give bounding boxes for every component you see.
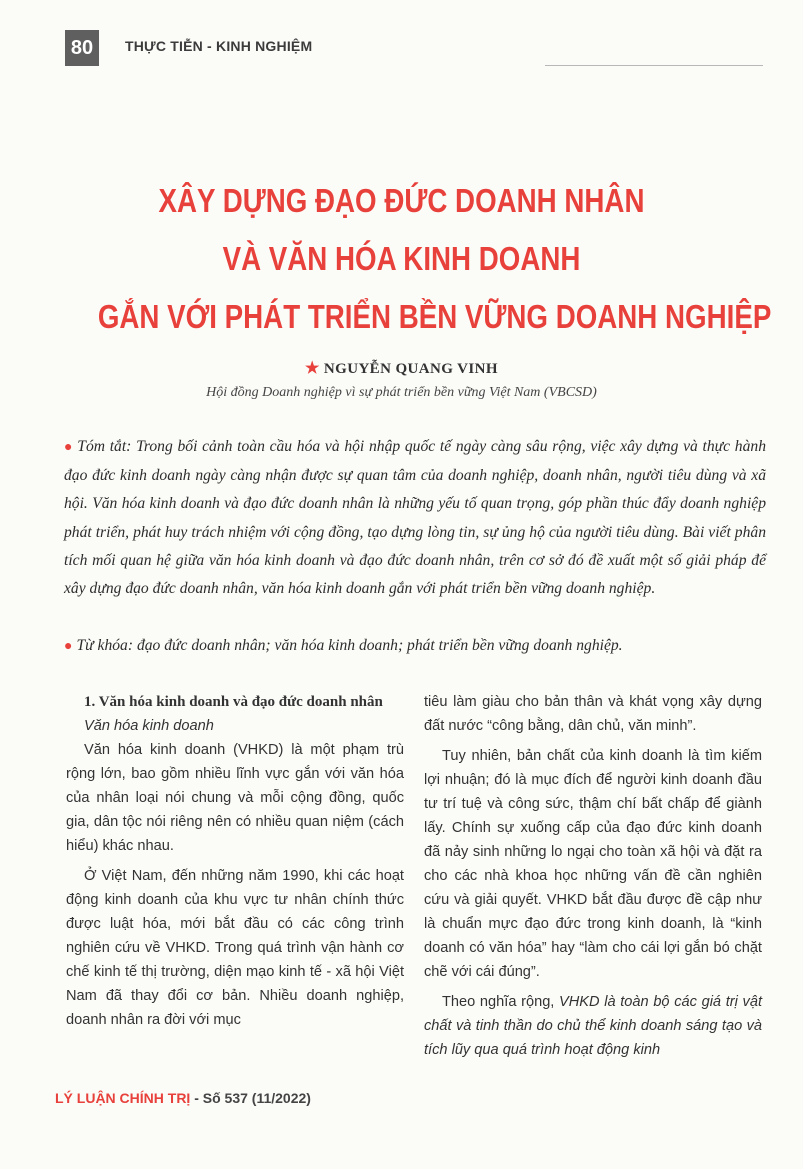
paragraph: Tuy nhiên, bản chất của kinh doanh là tìm kiếm lợi nhuận; đó là mục đích để người kinh doanh đầu tư trí tuệ và công sức, thậm chí bất chấp để giành lấy. Chính sự xuống cấp của đạo đức kinh doanh đã nảy sinh những lo ngại cho toàn xã hội và đặt ra cho các nhà khoa học những vấn đề cần nghiên cứu và giải quyết. VHKD bắt đầu được đề cập như là chuẩn mực đạo đức trong kinh doanh, là “kinh doanh có văn hóa” hay “làm cho cái lợi gắn bó chặt chẽ với cái đúng”. xyxy=(424,748,762,980)
bullet-icon: ● xyxy=(64,639,73,654)
paragraph-text: Theo nghĩa rộng, xyxy=(442,994,560,1010)
article-title xyxy=(97,172,772,346)
definition-text: VHKD là toàn bộ các giá trị vật chất và tinh thần do chủ thể kinh doanh sáng tạo và tích lũy qua quá trình hoạt động kinh xyxy=(424,994,762,1058)
issue-number: - Số 537 (11/2022) xyxy=(190,1090,311,1106)
paragraph: Ở Việt Nam, đến những năm 1990, khi các hoạt động kinh doanh của khu vực tư nhân chính thức được luật hóa, mới bắt đầu có các công trình nghiên cứu về VHKD. Trong quá trình vận hành cơ chế kinh tế thị trường, diện mạo kinh tế - xã hội Việt Nam đã thay đổi cơ bản. Nhiều doanh nghiệp, doanh nhân ra đời với mục xyxy=(66,868,404,1028)
page-number: 80 xyxy=(65,30,99,66)
paragraph: tiêu làm giàu cho bản thân và khát vọng xây dựng đất nước “công bằng, dân chủ, văn minh”. xyxy=(424,694,762,734)
bullet-icon: ● xyxy=(64,440,74,455)
section-heading: 1. Văn hóa kinh doanh và đạo đức doanh nhân xyxy=(84,694,383,710)
author-affiliation: Hội đồng Doanh nghiệp vì sự phát triển bền vững Việt Nam (VBCSD) xyxy=(206,385,597,400)
paragraph: Văn hóa kinh doanh (VHKD) là một phạm trù rộng lớn, bao gồm nhiều lĩnh vực gắn với văn hóa của nhân loại nói chung và mỗi cộng đồng, quốc gia, dân tộc nói riêng nên có nhiều quan niệm (cách hiểu) khác nhau. xyxy=(66,742,404,854)
star-icon: ★ xyxy=(305,360,320,377)
keywords-text: Từ khóa: đạo đức doanh nhân; văn hóa kinh doanh; phát triển bền vững doanh nghiệp. xyxy=(76,637,623,654)
title-line: XÂY DỰNG ĐẠO ĐỨC DOANH NHÂN xyxy=(158,182,645,219)
paragraph xyxy=(424,990,762,1062)
keywords xyxy=(64,633,766,660)
title-line: VÀ VĂN HÓA KINH DOANH xyxy=(222,240,581,277)
abstract xyxy=(64,433,766,603)
subsection-heading: Văn hóa kinh doanh xyxy=(84,718,214,734)
title-line: GẮN VỚI PHÁT TRIỂN BỀN VỮNG DOANH NGHIỆP xyxy=(97,298,772,335)
page-footer xyxy=(55,1090,311,1106)
section-label: THỰC TIỄN - KINH NGHIỆM xyxy=(125,38,313,54)
author-name: NGUYỄN QUANG VINH xyxy=(323,361,498,377)
column-right xyxy=(424,690,762,1062)
header-rule xyxy=(545,65,763,66)
page-header xyxy=(55,30,763,70)
journal-name: LÝ LUẬN CHÍNH TRỊ xyxy=(55,1090,191,1106)
author-line xyxy=(0,358,803,378)
abstract-text: Tóm tắt: Trong bối cảnh toàn cầu hóa và hội nhập quốc tế ngày càng sâu rộng, việc xây dựng và thực hành đạo đức kinh doanh ngày càng nhận được sự quan tâm của doanh nghiệp, doanh nhân, người tiêu dùng và xã hội. Văn hóa kinh doanh và đạo đức doanh nhân là những yếu tố quan trọng, góp phần thúc đẩy doanh nghiệp phát triển, phát huy trách nhiệm với cộng đồng, tạo dựng lòng tin, sự ủng hộ của người tiêu dùng. Bài viết phân tích mối quan hệ giữa văn hóa kinh doanh và đạo đức doanh nhân, trên cơ sở đó đề xuất một số giải pháp để xây dựng đạo đức doanh nhân, văn hóa kinh doanh gắn với phát triển bền vững doanh nghiệp. xyxy=(64,438,766,598)
column-left xyxy=(66,690,404,1032)
